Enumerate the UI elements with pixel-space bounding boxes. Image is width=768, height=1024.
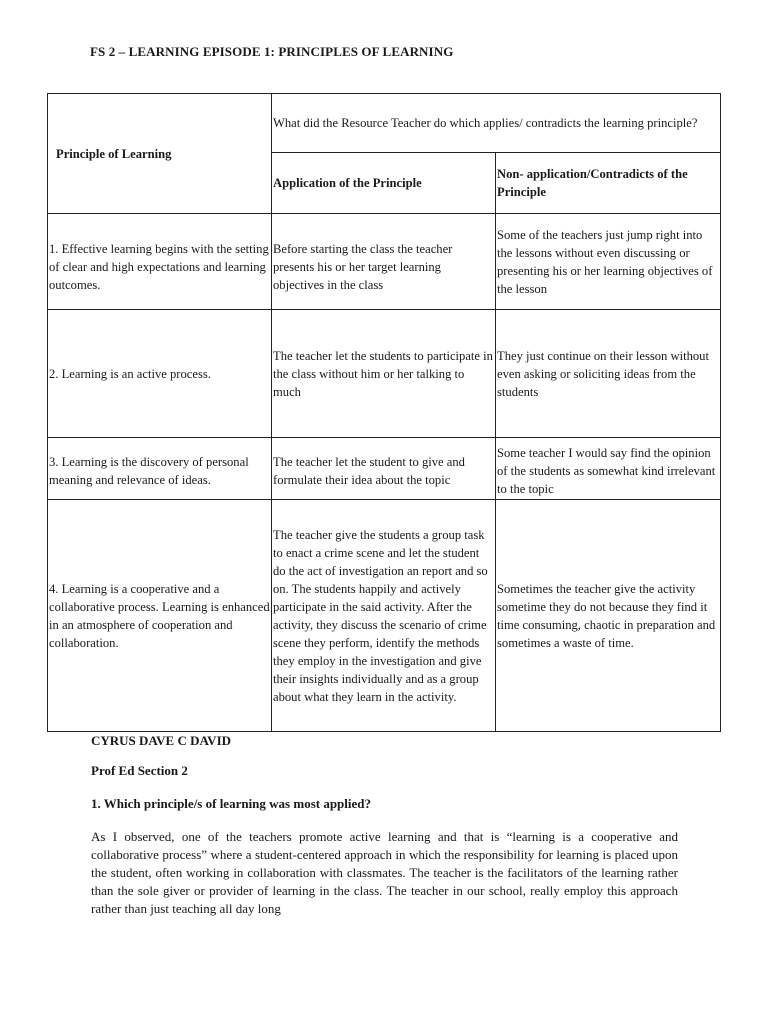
principle-cell: 2. Learning is an active process. — [48, 310, 272, 438]
nonapplication-cell: They just continue on their lesson without even asking or soliciting ideas from the students — [496, 310, 721, 438]
principles-table — [47, 93, 721, 732]
student-section: Prof Ed Section 2 — [91, 763, 188, 778]
application-cell: The teacher let the student to give and formulate their idea about the topic — [272, 438, 496, 500]
nonapplication-cell: Some of the teachers just jump right into the lessons without even discussing or presenting his or her learning objectives of the lesson — [496, 214, 721, 310]
table-row — [48, 438, 721, 500]
nonapplication-cell: Some teacher I would say find the opinion of the students as somewhat kind irrelevant to the topic — [496, 438, 721, 500]
document-title: FS 2 – LEARNING EPISODE 1: PRINCIPLES OF LEARNING — [90, 44, 454, 59]
nonapplication-column-header: Non- application/Contradicts of the Principle — [496, 153, 721, 214]
principle-cell: 3. Learning is the discovery of personal meaning and relevance of ideas. — [48, 438, 272, 500]
application-cell: The teacher give the students a group task to enact a crime scene and let the student do the act of investigation an report and so on. The students happily and actively participate in the said activity. After the activity, they discuss the scenario of crime scene they perform, identify the methods they employ in the investigation and give their insights individually and as a group about what they learn in the activity. — [272, 500, 496, 732]
application-cell: Before starting the class the teacher presents his or her target learning objectives in the class — [272, 214, 496, 310]
application-cell: The teacher let the students to participate in the class without him or her talking to much — [272, 310, 496, 438]
table-row — [48, 310, 721, 438]
question-heading: 1. Which principle/s of learning was most applied? — [91, 796, 372, 811]
table-header-row — [48, 94, 721, 153]
nonapplication-cell: Sometimes the teacher give the activity sometime they do not because they find it time consuming, chaotic in preparation and sometimes a waste of time. — [496, 500, 721, 732]
principle-cell: 4. Learning is a cooperative and a collaborative process. Learning is enhanced in an atmosphere of cooperation and collaboration. — [48, 500, 272, 732]
answer-paragraph: As I observed, one of the teachers promote active learning and that is “learning is a cooperative and collaborative process” where a student-centered approach in which the responsibility for learning is placed upon the student, often working in collaboration with classmates. The teacher is the facilitators of the learning rather than the sole giver or provider of learning in the class. The teacher in our school, really employ this approach rather than just teaching all day long — [91, 829, 678, 916]
question-header: What did the Resource Teacher do which applies/ contradicts the learning principle? — [272, 94, 721, 153]
application-column-header: Application of the Principle — [272, 153, 496, 214]
table-row — [48, 500, 721, 732]
principle-column-header: Principle of Learning — [48, 94, 272, 214]
principle-cell: 1. Effective learning begins with the setting of clear and high expectations and learning outcomes. — [48, 214, 272, 310]
table-row — [48, 214, 721, 310]
student-name: CYRUS DAVE C DAVID — [91, 733, 232, 748]
